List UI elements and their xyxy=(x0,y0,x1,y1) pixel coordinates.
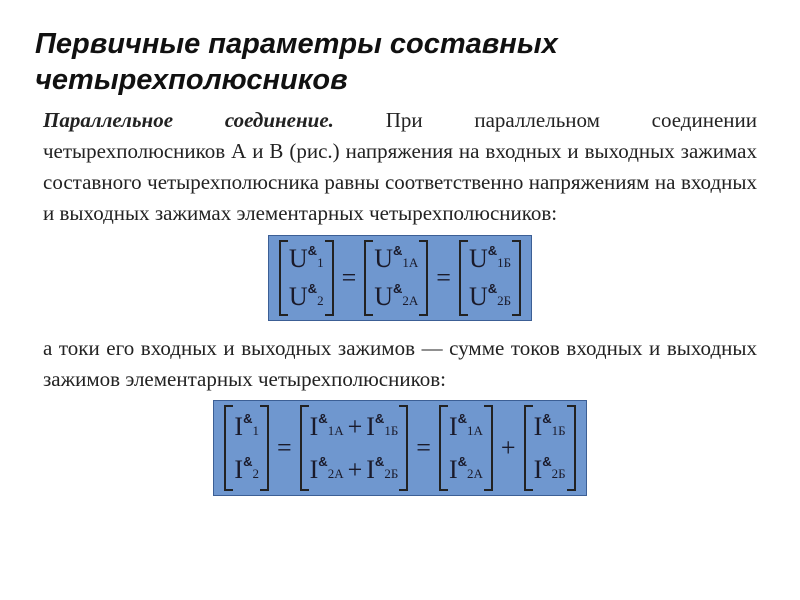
equals-sign: = xyxy=(341,263,357,292)
formula-glyph: I xyxy=(533,412,543,441)
formula-glyph: I xyxy=(366,455,375,484)
formula-glyph: I xyxy=(234,455,244,484)
matrix-row xyxy=(374,278,418,316)
matrix-row xyxy=(534,448,566,491)
formula-glyph: 2А xyxy=(402,293,419,308)
formula-glyph: U xyxy=(374,244,394,273)
matrix-row xyxy=(374,240,418,278)
matrix-row xyxy=(469,240,511,278)
matrix-ia xyxy=(439,405,493,491)
matrix-row xyxy=(449,405,483,448)
formula-glyph: 1Б xyxy=(384,423,399,438)
formula-glyph: 1А xyxy=(467,423,483,438)
matrix-row xyxy=(310,448,399,491)
phasor-symbol xyxy=(469,278,497,316)
current-equation-wrap xyxy=(43,395,757,496)
paragraph-parallel xyxy=(43,105,757,229)
formula-glyph: U xyxy=(468,244,488,273)
formula-glyph: 1 xyxy=(317,255,324,270)
phasor-symbol xyxy=(374,240,402,278)
equals-sign: = xyxy=(276,433,292,462)
phasor-symbol xyxy=(469,240,497,278)
phasor-symbol xyxy=(366,405,384,448)
formula-glyph: 1А xyxy=(402,255,419,270)
formula-glyph: + xyxy=(347,455,363,484)
paragraph-text: При параллельном соединении четырехполюсников А и В (рис.) напряжения на входных и выходных зажимах составного четырехполюсника равны соответственно напряжениям на входных и выходных зажимах элементарных четырехполюсников: xyxy=(43,108,757,225)
formula-glyph: & xyxy=(457,411,468,426)
phasor-symbol xyxy=(310,448,328,491)
formula-glyph: I xyxy=(309,412,319,441)
formula-glyph: + xyxy=(347,412,363,441)
formula-glyph: I xyxy=(533,455,543,484)
formula-glyph: & xyxy=(487,243,498,258)
formula-glyph: U xyxy=(288,282,308,311)
formula-glyph: 1Б xyxy=(497,255,512,270)
matrix-row xyxy=(449,448,483,491)
phasor-symbol xyxy=(289,278,317,316)
slide-body xyxy=(43,105,757,496)
formula-glyph: 2Б xyxy=(384,466,399,481)
formula-glyph: U xyxy=(288,244,308,273)
phasor-symbol xyxy=(534,405,552,448)
formula-glyph: & xyxy=(487,281,498,296)
voltage-equation-wrap xyxy=(43,229,757,333)
formula-glyph: & xyxy=(243,411,253,426)
phasor-symbol xyxy=(289,240,317,278)
formula-glyph: 2А xyxy=(467,466,483,481)
matrix-row xyxy=(234,405,259,448)
matrix-row xyxy=(469,278,511,316)
formula-glyph: 2А xyxy=(327,466,344,481)
formula-glyph: & xyxy=(393,281,403,296)
formula-glyph: & xyxy=(318,411,328,426)
formula-glyph: 2 xyxy=(252,466,259,481)
formula-glyph: & xyxy=(307,243,318,258)
formula-glyph: 2Б xyxy=(497,293,512,308)
formula-glyph: & xyxy=(318,454,328,469)
formula-glyph: 2Б xyxy=(551,466,566,481)
phasor-symbol xyxy=(366,448,384,491)
formula-glyph: & xyxy=(307,281,318,296)
matrix-ub xyxy=(459,240,521,316)
voltage-equation xyxy=(268,235,532,321)
formula-glyph: 1Б xyxy=(551,423,566,438)
formula-glyph: 1 xyxy=(252,423,259,438)
phasor-symbol xyxy=(534,448,552,491)
formula-glyph: & xyxy=(457,454,468,469)
equals-sign: = xyxy=(436,263,451,292)
formula-glyph: I xyxy=(448,412,458,441)
formula-glyph: I xyxy=(309,455,319,484)
matrix-sum xyxy=(300,405,409,491)
formula-glyph: & xyxy=(374,454,385,469)
phasor-symbol xyxy=(374,278,402,316)
formula-glyph: U xyxy=(468,282,488,311)
matrix-ib xyxy=(524,405,576,491)
formula-glyph: & xyxy=(542,454,552,469)
phasor-symbol xyxy=(310,405,328,448)
slide-title: Первичные параметры составных четырехполюсников xyxy=(35,28,558,96)
phasor-symbol xyxy=(449,448,467,491)
current-equation xyxy=(213,400,586,496)
matrix-row xyxy=(310,405,399,448)
equals-sign: = xyxy=(416,433,431,462)
matrix-ua xyxy=(364,240,428,316)
matrix-i xyxy=(224,405,269,491)
phasor-symbol xyxy=(449,405,467,448)
matrix-row xyxy=(234,448,259,491)
matrix-u xyxy=(279,240,334,316)
phasor-symbol xyxy=(234,448,252,491)
lead-term: Параллельное соединение. xyxy=(43,108,334,132)
paragraph-currents: а токи его входных и выходных зажимов — сумме токов входных и выходных зажимов элементарных четырехполюсников: xyxy=(43,336,757,391)
formula-glyph: I xyxy=(234,412,244,441)
matrix-row xyxy=(289,278,324,316)
formula-glyph: I xyxy=(366,412,375,441)
formula-glyph: I xyxy=(448,455,458,484)
formula-glyph: & xyxy=(243,454,253,469)
formula-glyph: & xyxy=(542,411,552,426)
formula-glyph: & xyxy=(393,243,403,258)
plus-sign: + xyxy=(500,433,516,462)
formula-glyph: 2 xyxy=(317,293,324,308)
formula-glyph: & xyxy=(374,411,385,426)
matrix-row xyxy=(289,240,324,278)
formula-glyph: U xyxy=(374,282,394,311)
matrix-row xyxy=(534,405,566,448)
phasor-symbol xyxy=(234,405,252,448)
formula-glyph: 1А xyxy=(327,423,344,438)
